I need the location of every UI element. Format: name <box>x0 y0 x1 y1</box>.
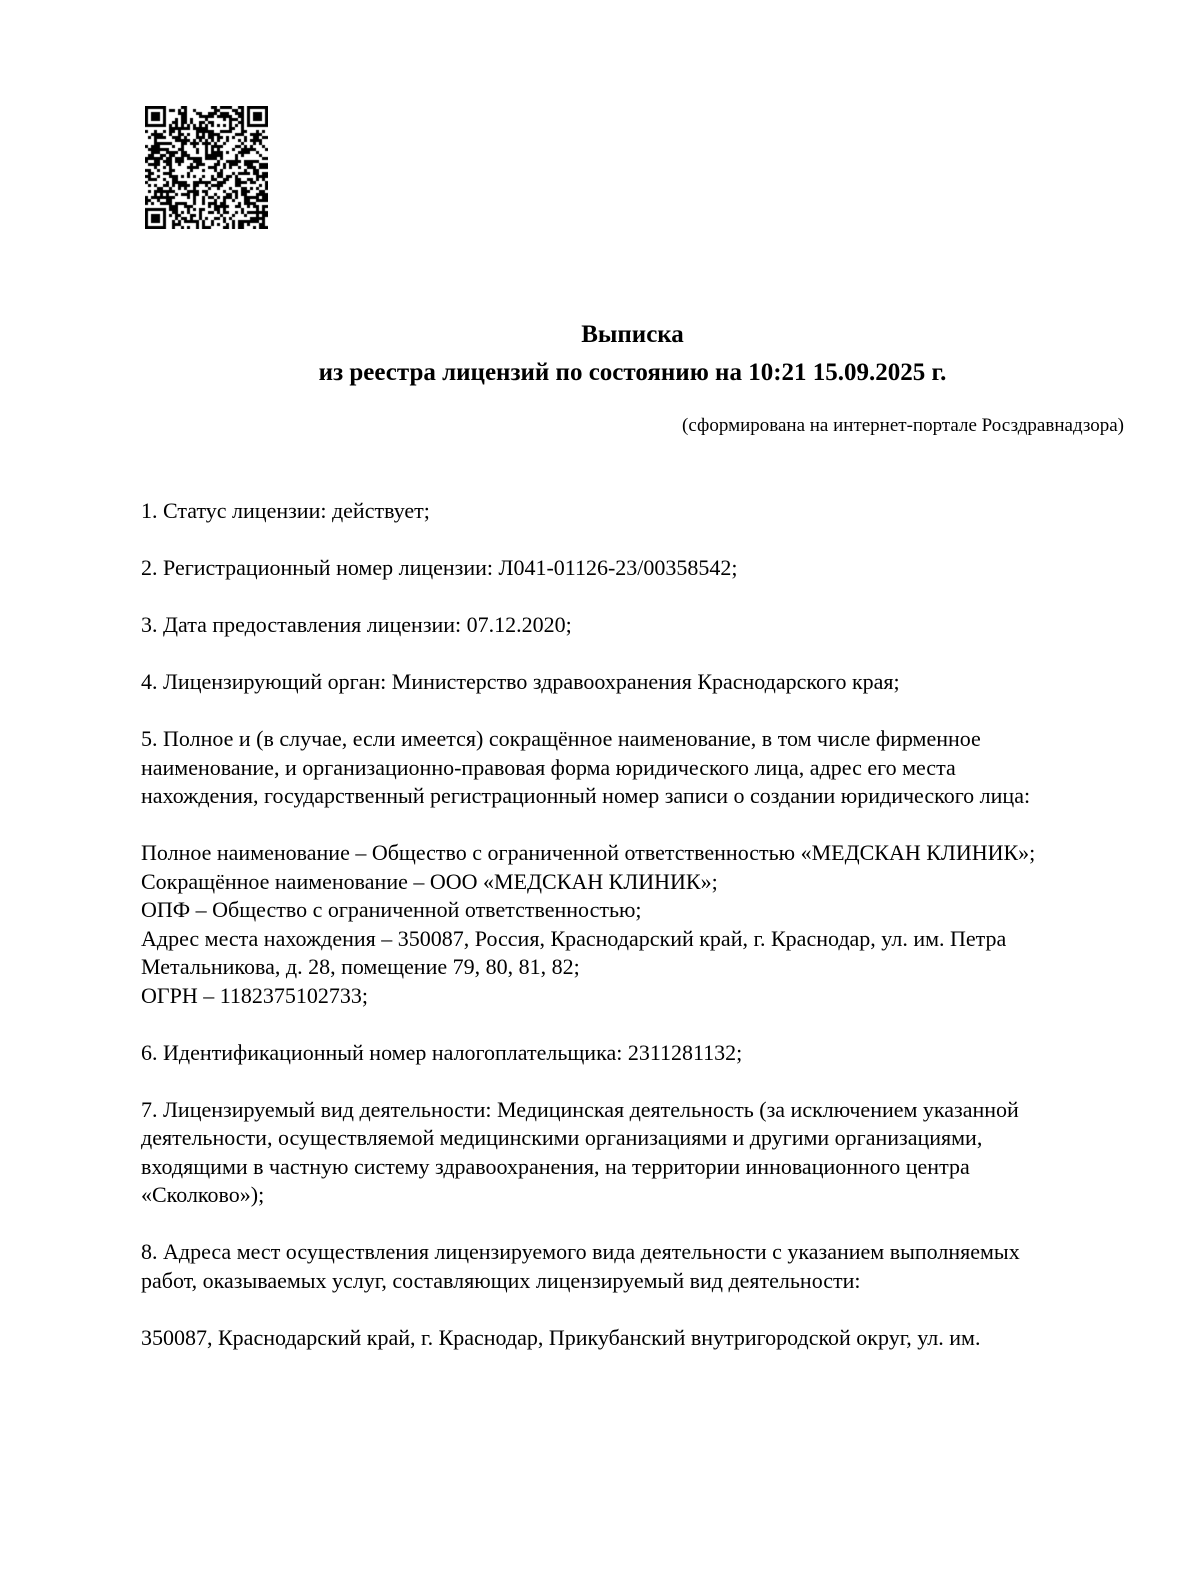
paragraph-item-1-status <box>141 497 1141 526</box>
text-line: наименование, и организационно-правовая форма юридического лица, адрес его места <box>141 754 956 780</box>
text-line: Метальникова, д. 28, помещение 79, 80, 81, 82; <box>141 954 580 979</box>
document-subtitle: (сформирована на интернет-портале Росздравнадзора) <box>682 415 1124 436</box>
document-body <box>141 497 1141 1381</box>
text-line: 1. Статус лицензии: действует; <box>141 498 430 523</box>
text-line: 4. Лицензирующий орган: Министерство здравоохранения Краснодарского края; <box>141 669 900 694</box>
text-line: нахождения, государственный регистрационный номер записи о создании юридического лица: <box>141 783 1031 808</box>
paragraph-item-6-inn <box>141 1039 1141 1068</box>
paragraph-address-line <box>141 1324 1141 1353</box>
qr-code-icon <box>145 106 268 229</box>
paragraph-item-8-addresses-intro <box>141 1238 1141 1295</box>
text-line: 3. Дата предоставления лицензии: 07.12.2020; <box>141 612 572 637</box>
text-line: 5. Полное и (в случае, если имеется) сокращённое наименование, в том числе фирменное <box>141 726 981 751</box>
paragraph-item-4-licensing-authority <box>141 668 1141 697</box>
text-line: 8. Адреса мест осуществления лицензируемого вида деятельности с указанием выполняемых <box>141 1239 1020 1264</box>
text-line: входящими в частную систему здравоохранения, на территории инновационного центра <box>141 1153 970 1179</box>
paragraph-item-7-activity-type <box>141 1096 1141 1210</box>
text-line: Адрес места нахождения – 350087, Россия, Краснодарский край, г. Краснодар, ул. им. Петра <box>141 925 1007 951</box>
text-line: ОПФ – Общество с ограниченной ответственностью; <box>141 897 642 922</box>
text-line: 350087, Краснодарский край, г. Краснодар, Прикубанский внутригородской округ, ул. им. <box>141 1324 981 1350</box>
text-line: 7. Лицензируемый вид деятельности: Медицинская деятельность (за исключением указанной <box>141 1096 1019 1122</box>
text-line: Сокращённое наименование – ООО «МЕДСКАН КЛИНИК»; <box>141 868 718 894</box>
text-line: «Сколково»); <box>141 1182 265 1207</box>
document-title <box>141 316 1124 392</box>
paragraph-item-2-registration-number <box>141 554 1141 583</box>
document-title-line1: Выписка <box>581 321 684 348</box>
text-line: работ, оказываемых услуг, составляющих лицензируемый вид деятельности: <box>141 1267 861 1293</box>
text-line: Полное наименование – Общество с ограниченной ответственностью «МЕДСКАН КЛИНИК»; <box>141 840 1036 865</box>
text-line: деятельности, осуществляемой медицинскими организациями и другими организациями, <box>141 1125 983 1150</box>
paragraph-item-5-details <box>141 839 1141 1010</box>
paragraph-item-3-grant-date <box>141 611 1141 640</box>
text-line: 6. Идентификационный номер налогоплательщика: 2311281132; <box>141 1039 743 1065</box>
text-line: ОГРН – 1182375102733; <box>141 982 369 1008</box>
paragraph-item-5-name-intro <box>141 725 1141 811</box>
document-title-line2: из реестра лицензий по состоянию на 10:21 15.09.2025 г. <box>318 359 947 386</box>
text-line: 2. Регистрационный номер лицензии: Л041-01126-23/00358542; <box>141 555 738 580</box>
